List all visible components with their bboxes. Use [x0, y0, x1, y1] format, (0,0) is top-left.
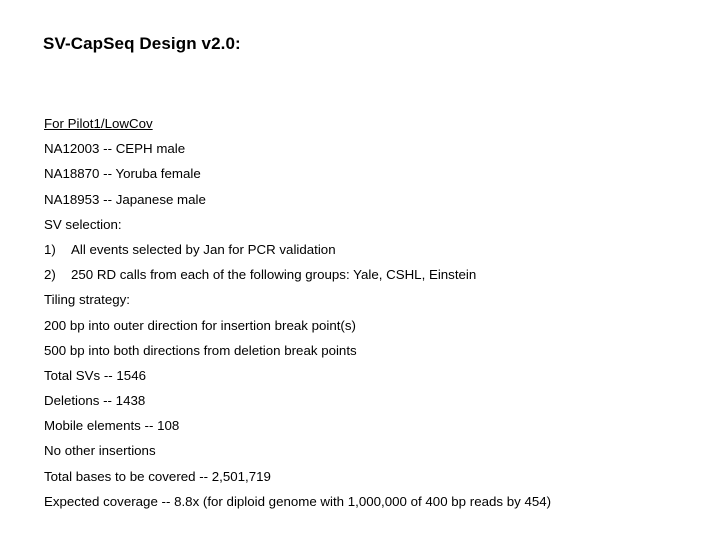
list-number: 2) [44, 267, 56, 283]
sv-selection-item [44, 240, 704, 265]
stat-line: Total bases to be covered -- 2,501,719 [44, 468, 271, 484]
sample-line: NA18953 -- Japanese male [44, 191, 206, 207]
sv-selection-label: SV selection: [44, 216, 122, 232]
stat-line: No other insertions [44, 443, 156, 459]
sample-line: NA18870 -- Yoruba female [44, 166, 201, 182]
section-heading: For Pilot1/LowCov [44, 116, 153, 131]
slide-title: SV-CapSeq Design v2.0: [43, 34, 241, 53]
tiling-label: Tiling strategy: [44, 292, 130, 308]
list-number: 1) [44, 241, 56, 257]
stat-line: Mobile elements -- 108 [44, 418, 180, 434]
sv-selection-item [44, 265, 704, 290]
list-item-text: All events selected by Jan for PCR validation [71, 241, 336, 257]
slide-content [44, 114, 704, 517]
tiling-item: 500 bp into both directions from deletion break points [44, 342, 357, 358]
stat-line: Deletions -- 1438 [44, 393, 146, 409]
stat-line: Total SVs -- 1546 [44, 367, 146, 383]
list-item-text: 250 RD calls from each of the following groups: Yale, CSHL, Einstein [71, 267, 477, 283]
stat-line: Expected coverage -- 8.8x (for diploid genome with 1,000,000 of 400 bp reads by 454) [44, 493, 552, 509]
tiling-item: 200 bp into outer direction for insertion break point(s) [44, 317, 356, 333]
sample-line: NA12003 -- CEPH male [44, 141, 186, 157]
